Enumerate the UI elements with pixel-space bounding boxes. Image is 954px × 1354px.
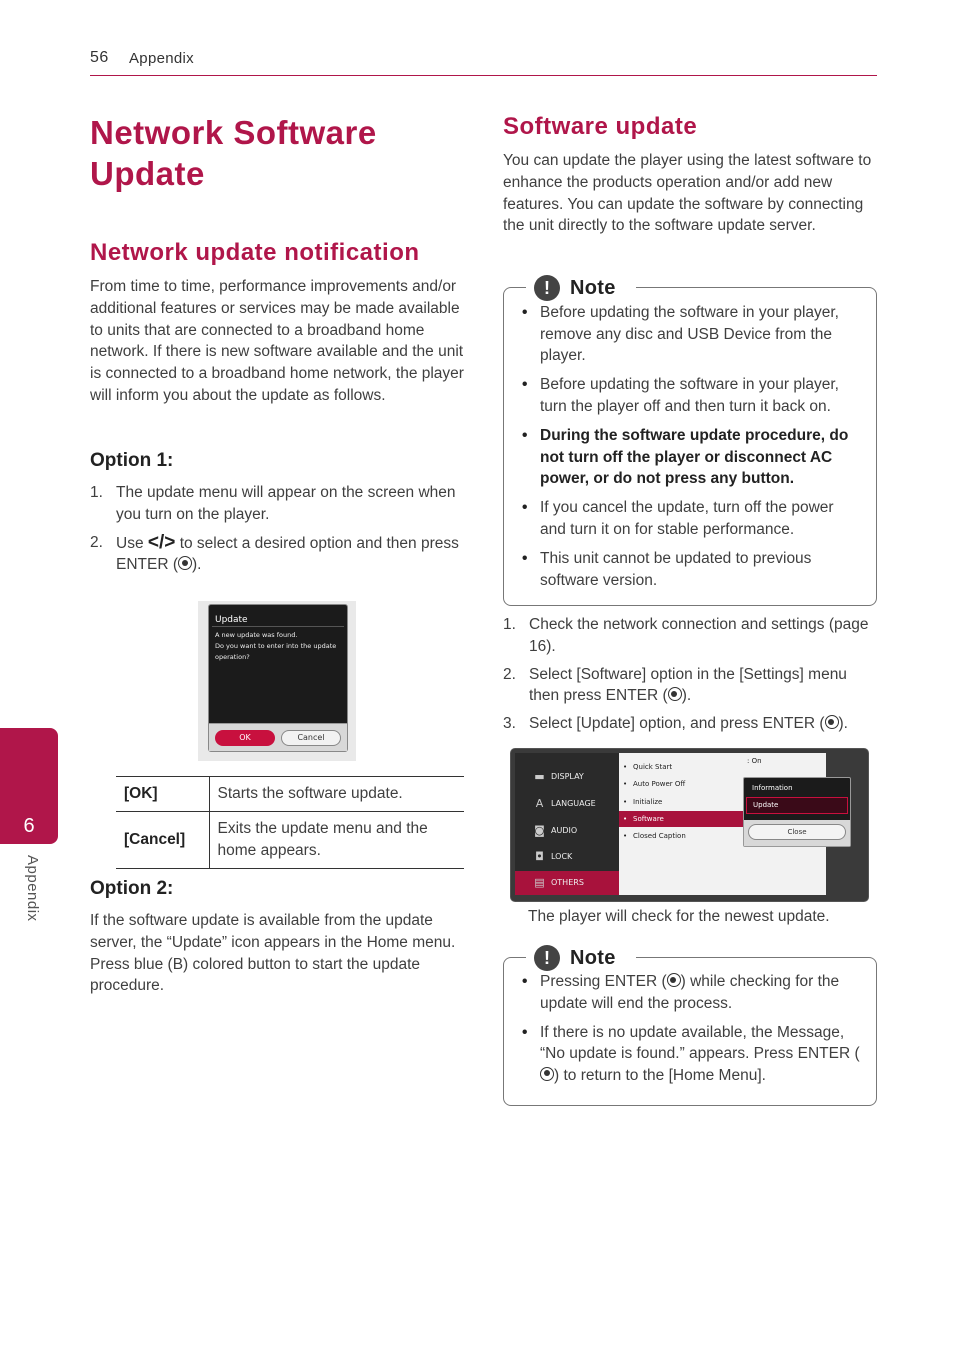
list-item: • This unit cannot be updated to previous software version. [520, 548, 860, 591]
chapter-number: 6 [23, 815, 35, 837]
list-item: • Before updating the software in your player, remove any disc and USB Device from the player. [520, 302, 860, 367]
option-closed-caption[interactable]: • Closed Caption [623, 832, 686, 840]
table-row: [Cancel] Exits the update menu and the home appears. [116, 812, 464, 869]
list-item: • Pressing ENTER ( ) while checking for the update will end the process. [520, 971, 860, 1014]
ok-button[interactable]: OK [215, 730, 275, 746]
notification-body: From time to time, performance improvements and/or additional features or services may be made available to units that are connected to a broadband home network. If there is new software available and the unit is connected to a broadband home network, the player will inform you about the update as follows. [90, 278, 464, 404]
cancel-button[interactable]: Cancel [281, 730, 341, 746]
others-icon: ▤ [534, 876, 545, 889]
notification-heading: Network update notification [90, 239, 420, 266]
dialog-button-bar [209, 723, 347, 751]
dialog-divider [212, 626, 344, 627]
note-label: Note [570, 276, 616, 299]
note-header [526, 945, 636, 971]
page-header [90, 48, 877, 76]
check-caption: The player will check for the newest update. [528, 908, 830, 925]
list-item: 1. The update menu will appear on the screen when you turn on the player. [90, 484, 456, 523]
table-row: [OK] Starts the software update. [116, 777, 464, 812]
software-steps [503, 614, 877, 741]
update-dialog-screenshot [198, 601, 356, 761]
option-quick-start[interactable]: • Quick Start [623, 763, 673, 771]
note-box-1 [503, 276, 877, 606]
settings-menu [515, 753, 619, 895]
list-item: • During the software update procedure, do not turn off the player or disconnect AC power, or do not press any button. [520, 425, 860, 490]
list-item: • Before updating the software in your player, turn the player off and then turn it back on. [520, 374, 860, 417]
menu-item-others[interactable]: ▤ OTHERS [515, 871, 619, 895]
quick-start-value: : On [747, 757, 762, 765]
note-box-2 [503, 946, 877, 1106]
menu-item-language[interactable]: A LANGUAGE [535, 797, 596, 810]
menu-item-lock[interactable]: ◘ LOCK [535, 850, 573, 863]
dialog-message: A new update was found. Do you want to enter into the update operation? [215, 631, 337, 661]
enter-icon [540, 1067, 554, 1081]
update-dialog [208, 604, 348, 752]
note1-list [520, 302, 860, 599]
button-description-table [116, 776, 464, 869]
note2-list [520, 971, 860, 1094]
list-item: 2. Use </> to select a desired option and then press ENTER ( ). [90, 531, 459, 574]
option2-body: If the software update is available from the update server, the “Update” icon appears in the Home menu. Press blue (B) colored button to start the update procedure. [90, 912, 456, 995]
list-item: • If you cancel the update, turn off the power and turn it on for stable performance. [520, 497, 860, 540]
menu-item-audio[interactable]: ◙ AUDIO [534, 824, 578, 837]
option-software[interactable]: • Software [619, 811, 826, 827]
close-button[interactable]: Close [748, 824, 846, 840]
popup-button-bar [744, 820, 850, 846]
audio-icon: ◙ [534, 824, 545, 837]
enter-icon [825, 715, 839, 729]
settings-screenshot [510, 748, 869, 902]
software-update-body: You can update the player using the latest software to enhance the products operation and/or add new features. You can update the software by connecting the unit directly to the software update server. [503, 152, 872, 235]
exclamation-icon: ! [534, 945, 560, 971]
chapter-tab [0, 728, 58, 844]
list-item: 1. Check the network connection and settings (page 16). [503, 616, 869, 655]
dialog-title: Update [215, 615, 248, 625]
list-item: • If there is no update available, the Message, “No update is found.” appears. Press ENTER () to return to the [Home Menu]. [520, 1022, 860, 1087]
left-right-arrows-icon: </> [147, 531, 176, 553]
enter-icon [667, 973, 681, 987]
page-number: 56 [90, 49, 109, 66]
enter-icon [178, 556, 192, 570]
section-name: Appendix [129, 50, 194, 67]
lock-icon: ◘ [535, 850, 544, 863]
list-item: 3. Select [Update] option, and press ENTER ( ). [503, 715, 848, 733]
option-auto-power-off[interactable]: • Auto Power Off [623, 780, 686, 788]
popup-update-item[interactable]: Update [746, 797, 848, 814]
information-popup [743, 777, 851, 847]
language-icon: A [535, 797, 544, 810]
option1-steps [90, 482, 464, 582]
menu-item-display[interactable]: ▬ DISPLAY [534, 770, 584, 783]
software-update-heading: Software update [503, 113, 698, 140]
popup-title: Information [752, 784, 793, 792]
page-title: Network Software Update [90, 114, 377, 192]
note-header [526, 275, 636, 301]
option2-heading: Option 2: [90, 878, 174, 899]
note-label: Note [570, 946, 616, 969]
enter-icon [668, 687, 682, 701]
list-item: 2. Select [Software] option in the [Settings] menu then press ENTER ( ). [503, 665, 847, 705]
chapter-label-text: Appendix [24, 855, 41, 922]
display-icon: ▬ [534, 770, 545, 783]
exclamation-icon: ! [534, 275, 560, 301]
option-initialize[interactable]: • Initialize [623, 798, 663, 806]
chapter-label [23, 855, 43, 935]
option1-heading: Option 1: [90, 450, 174, 471]
